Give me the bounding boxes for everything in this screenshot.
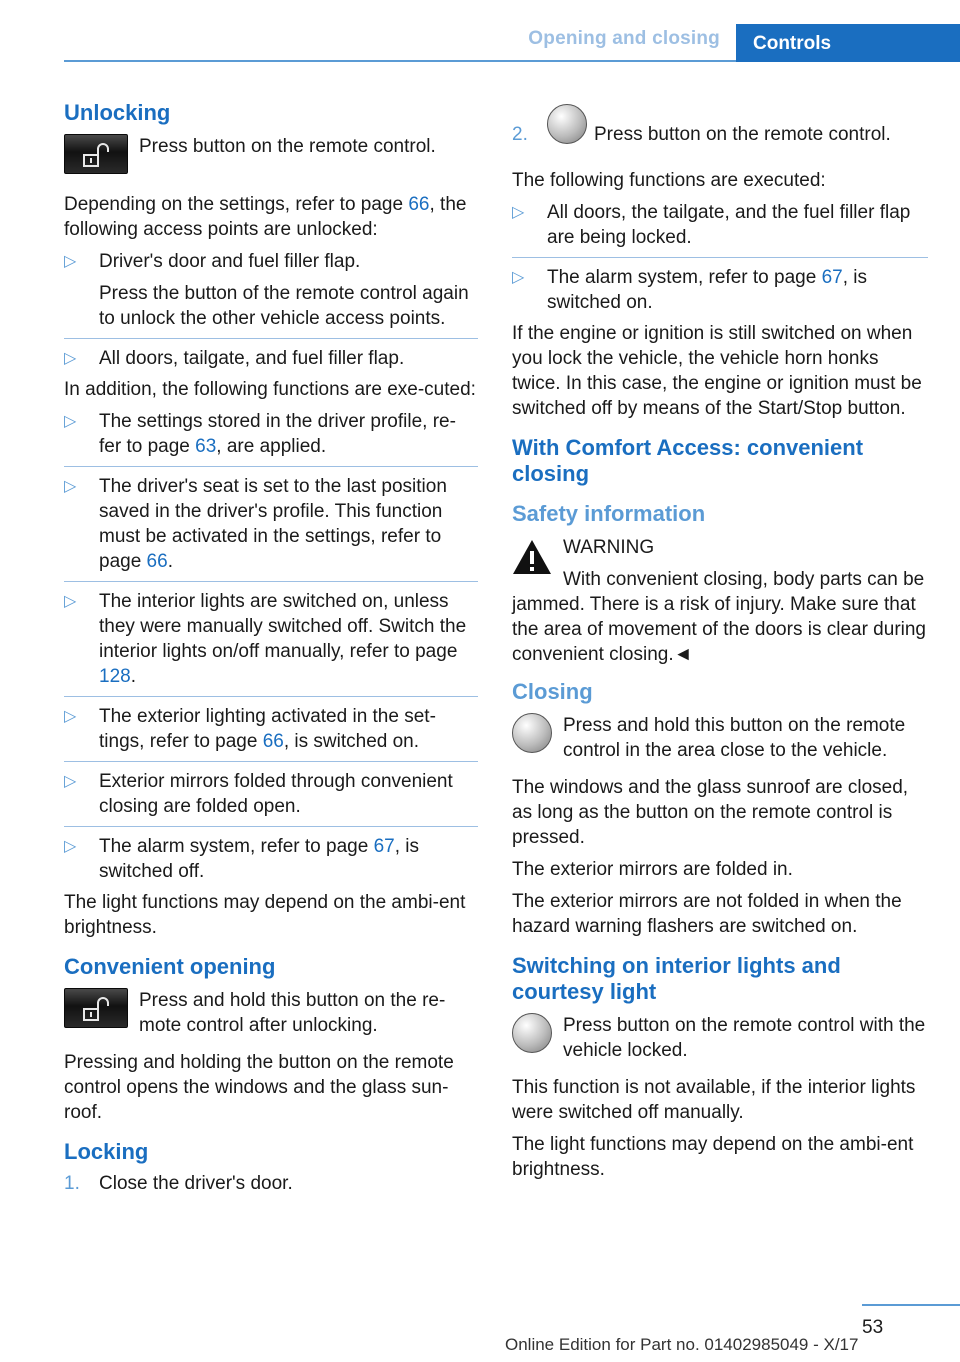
list-divider xyxy=(64,581,478,582)
text: The alarm system, refer to page xyxy=(547,267,822,288)
lock-paragraph-2: If the engine or ignition is still switched on when you lock the vehicle, the vehicle horn honks twice. In this case, the engine or ignition must be switched off by means of the Start/Stop button. xyxy=(512,323,922,419)
list-divider xyxy=(64,696,478,697)
list-divider xyxy=(64,466,478,467)
bullet-triangle-icon: ▷ xyxy=(64,773,77,790)
bullet-triangle-icon: ▷ xyxy=(64,708,77,725)
locking-step-1 xyxy=(64,1171,478,1196)
list-item xyxy=(64,474,478,574)
text: , is switched on. xyxy=(283,731,420,752)
text: , are applied. xyxy=(216,436,327,457)
closing-icon-text: Press and hold this button on the remote control in the area close to the vehicle. xyxy=(563,715,906,761)
step-number: 2. xyxy=(512,124,528,145)
interior-lights-paragraph-2: The light functions may depend on the ambi‐ent brightness. xyxy=(512,1134,914,1180)
right-column xyxy=(512,100,928,1189)
page-link-66[interactable]: 66 xyxy=(408,194,430,215)
text: Driver's door and fuel filler flap. xyxy=(99,251,361,272)
locking-step-2 xyxy=(512,98,928,162)
list-divider xyxy=(64,826,478,827)
page-number: 53 xyxy=(862,1317,884,1338)
page-link-128[interactable]: 128 xyxy=(99,666,131,687)
text: . xyxy=(167,551,173,572)
page-link-67[interactable]: 67 xyxy=(821,267,843,288)
heading-unlocking: Unlocking xyxy=(64,100,171,125)
list-item xyxy=(64,704,478,754)
unlock-button-icon xyxy=(64,988,128,1028)
footer-rule xyxy=(862,1304,960,1306)
convenient-opening-paragraph: Pressing and holding the button on the remote control opens the windows and the glass sun‐roof. xyxy=(64,1052,454,1123)
interior-lights-paragraph-1: This function is not available, if the interior lights were switched off manually. xyxy=(512,1077,916,1123)
convenient-opening-icon-text: Press and hold this button on the re‐mote control after unlocking. xyxy=(139,990,446,1036)
unlock-paragraph-2: In addition, the following functions are exe‐cuted: xyxy=(64,379,476,400)
left-column xyxy=(64,100,478,1202)
text: The exterior lighting activated in the set‐tings, refer to page xyxy=(99,706,436,752)
unlock-functions-list xyxy=(64,409,478,884)
text: All doors, tailgate, and fuel filler flap. xyxy=(99,348,405,369)
closing-instruction xyxy=(512,713,928,763)
list-item xyxy=(64,834,478,884)
text: Close the driver's door. xyxy=(99,1173,293,1194)
lock-paragraph-1: The following functions are executed: xyxy=(512,170,826,191)
list-item xyxy=(512,200,928,250)
text: Press button on the remote control. xyxy=(594,124,891,145)
bullet-triangle-icon: ▷ xyxy=(64,478,77,495)
unlock-icon-text: Press button on the remote control. xyxy=(139,136,436,157)
list-item xyxy=(64,346,478,371)
bullet-triangle-icon: ▷ xyxy=(512,269,525,286)
unlock-paragraph-1 xyxy=(64,192,478,242)
bullet-triangle-icon: ▷ xyxy=(64,350,77,367)
heading-comfort-access: With Comfort Access: convenient closing xyxy=(512,435,864,486)
interior-lights-instruction xyxy=(512,1013,928,1063)
bmw-roundel-button-icon xyxy=(512,713,552,753)
closing-paragraph-1: The windows and the glass sunroof are closed, as long as the button on the remote control is pressed. xyxy=(512,777,909,848)
open-lock-icon xyxy=(65,135,129,175)
bmw-roundel-button-icon xyxy=(547,104,587,144)
page-header xyxy=(0,0,960,64)
unlock-button-icon xyxy=(64,134,128,174)
bmw-roundel-button-icon xyxy=(512,1013,552,1053)
header-chapter-tab: Controls xyxy=(736,24,960,62)
open-lock-icon xyxy=(65,989,129,1029)
list-item xyxy=(64,409,478,459)
list-item xyxy=(64,769,478,819)
closing-paragraph-2: The exterior mirrors are folded in. xyxy=(512,859,793,880)
unlock-access-points-list xyxy=(64,249,478,371)
unlock-paragraph-3: The light functions may depend on the ambi‐ent brightness. xyxy=(64,892,466,938)
list-item xyxy=(64,589,478,689)
warning-triangle-icon xyxy=(512,539,552,575)
list-item xyxy=(512,265,928,315)
bullet-triangle-icon: ▷ xyxy=(64,253,77,270)
text: The driver's seat is set to the last position saved in the driver's profile. This function must be activated in the settings, refer to page xyxy=(99,476,447,572)
page-link-66[interactable]: 66 xyxy=(262,731,284,752)
step-number: 1. xyxy=(64,1173,80,1194)
heading-convenient-opening: Convenient opening xyxy=(64,954,276,979)
unlock-instruction xyxy=(64,134,478,180)
text: , is switched on. xyxy=(547,267,867,313)
text: The settings stored in the driver profile, re‐fer to page xyxy=(99,411,456,457)
heading-interior-lights: Switching on interior lights and courtesy light xyxy=(512,953,841,1004)
closing-paragraph-3: The exterior mirrors are not folded in when the hazard warning flashers are switched on. xyxy=(512,891,902,937)
page-link-67[interactable]: 67 xyxy=(373,836,395,857)
interior-lights-icon-text: Press button on the remote control with the vehicle locked. xyxy=(563,1015,926,1061)
text: Exterior mirrors folded through convenient closing are folded open. xyxy=(99,771,453,817)
list-item-subtext: Press the button of the remote control again to unlock the other vehicle access points. xyxy=(99,283,469,329)
bullet-triangle-icon: ▷ xyxy=(64,838,77,855)
list-item xyxy=(64,249,478,331)
lock-functions-list xyxy=(512,200,928,315)
text: All doors, the tailgate, and the fuel filler flap are being locked. xyxy=(547,202,911,248)
text: Depending on the settings, refer to page xyxy=(64,194,409,215)
bullet-triangle-icon: ▷ xyxy=(512,204,525,221)
text: . xyxy=(130,666,136,687)
warning-text: With convenient closing, body parts can be jammed. There is a risk of injury. Make sure that the area of movement of the doors is clear during convenient closing.◄ xyxy=(512,569,927,665)
bullet-triangle-icon: ▷ xyxy=(64,593,77,610)
bullet-triangle-icon: ▷ xyxy=(64,413,77,430)
footer-edition: Online Edition for Part no. 01402985049 - X/17 xyxy=(505,1335,859,1354)
list-divider xyxy=(64,338,478,339)
text: , is switched off. xyxy=(99,836,419,882)
list-divider xyxy=(64,761,478,762)
convenient-opening-instruction xyxy=(64,988,478,1038)
heading-locking: Locking xyxy=(64,1139,149,1164)
text: The interior lights are switched on, unless they were manually switched off. Switch the interior lights on/off manually, refer to page xyxy=(99,591,467,662)
list-divider xyxy=(512,257,928,258)
text: , the following access points are unlocked: xyxy=(64,194,467,240)
header-section-title: Opening and closing xyxy=(528,28,720,49)
text: The alarm system, refer to page xyxy=(99,836,374,857)
page-link-63[interactable]: 63 xyxy=(195,436,217,457)
heading-safety-information: Safety information xyxy=(512,501,706,526)
warning-block xyxy=(512,535,928,667)
heading-closing: Closing xyxy=(512,679,593,704)
page-link-66[interactable]: 66 xyxy=(146,551,168,572)
warning-label: WARNING xyxy=(563,537,655,558)
